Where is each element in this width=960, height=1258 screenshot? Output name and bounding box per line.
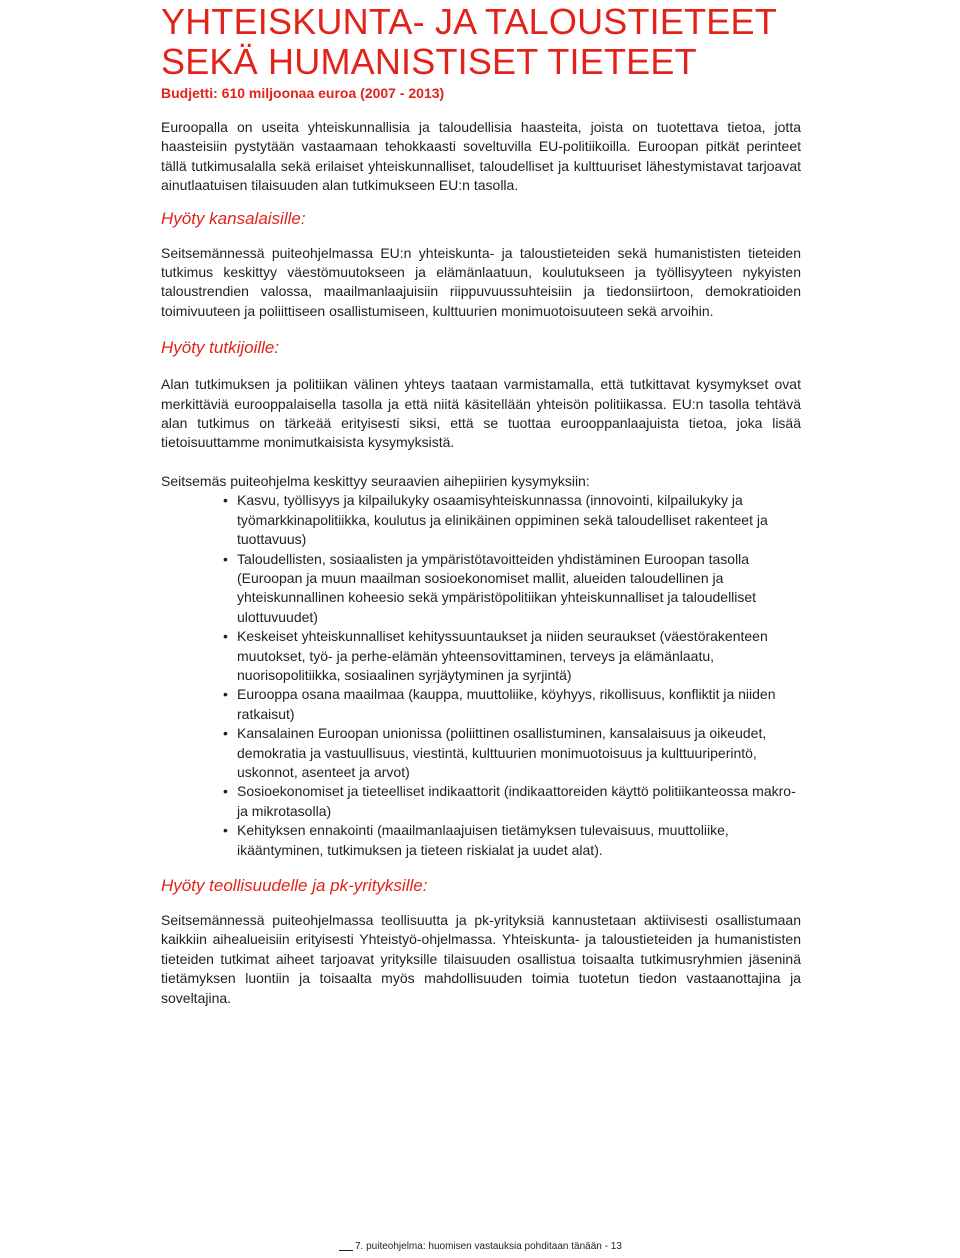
title-line-2: SEKÄ HUMANISTISET TIETEET bbox=[161, 41, 697, 82]
bullet-icon: • bbox=[223, 492, 228, 509]
list-item bbox=[161, 821, 801, 860]
page-title bbox=[161, 0, 801, 82]
document-page bbox=[161, 0, 801, 1008]
bullet-icon: • bbox=[223, 686, 228, 703]
bullet-icon: • bbox=[223, 550, 228, 567]
list-item-text: Keskeiset yhteiskunnalliset kehityssuuntaukset ja niiden seuraukset (väestörakenteen muutokset, työ- ja perhe-elämän yhteensovittaminen, terveys ja elämänlaatu, nuorisopolitiikka, sosiaalinen syrjäytyminen ja syrjintä) bbox=[237, 628, 768, 683]
list-item-text: Kehityksen ennakointi (maailmanlaajuisen tietämyksen tulevaisuus, muuttoliike, ikääntyminen, tutkimuksen ja tieteen riskialat ja uudet alat). bbox=[237, 822, 729, 858]
bullet-icon: • bbox=[223, 822, 228, 839]
footer-text: 7. puiteohjelma: huomisen vastauksia pohditaan tänään - 13 bbox=[355, 1241, 622, 1252]
bullet-icon: • bbox=[223, 725, 228, 742]
list-item bbox=[161, 724, 801, 782]
researchers-paragraph: Alan tutkimuksen ja politiikan välinen yhteys taataan varmistamalla, että tutkittavat kysymykset ovat merkittäviä eurooppalaisella tasolla ja että niitä käsitellään yhteisön politiikassa. EU:n tasolla tehtävä alan tutkimus on tärkeää erityisesti siksi, että se tuottaa eurooppanlaajuista tietoa, joka lisää tietoisuuttamme monimutkaisista kysymyksistä. bbox=[161, 376, 801, 451]
title-line-1: YHTEISKUNTA- JA TALOUSTIETEET bbox=[161, 1, 777, 42]
page-footer bbox=[339, 1241, 622, 1253]
list-item-text: Kasvu, työllisyys ja kilpailukyky osaamisyhteiskunnassa (innovointi, kilpailukyky ja työmarkkinapolitiikka, koulutus ja elinikäinen oppiminen sekä taloudelliset rakenteet ja tuottavuus) bbox=[237, 492, 768, 548]
list-item bbox=[161, 550, 801, 628]
list-item bbox=[161, 782, 801, 821]
industry-heading: Hyöty teollisuudelle ja pk-yrityksille: bbox=[161, 876, 428, 895]
budget-subtitle: Budjetti: 610 miljoonaa euroa (2007 - 2013) bbox=[161, 85, 445, 101]
industry-paragraph: Seitsemännessä puiteohjelmassa teollisuutta ja pk-yrityksiä kannustetaan aktiivisesti osallistumaan kaikkiin aihealueisiin erityisesti Yhteistyö-ohjelmassa. Yhteiskunta- ja taloustieteiden ja humanististen tieteiden tutkimat aiheet tarjoavat yrityksille tilaisuuden osallistua toisaalta tutkimusryhmien jäseninä tietämyksen luontiin ja toisaalta myös mahdollisuuden toimia tuotetun tiedon vastaanottajina ja soveltajina. bbox=[161, 912, 801, 1006]
citizens-heading: Hyöty kansalaisille: bbox=[161, 208, 306, 228]
bullet-icon: • bbox=[223, 628, 228, 645]
citizens-paragraph: Seitsemännessä puiteohjelmassa EU:n yhteiskunta- ja taloustieteiden sekä humanististen tieteiden tutkimus keskittyy väestömuutokseen ja elämänlaatuun, koulutukseen ja työllisyyteen nykyisten taloustrendien valossa, maailmanlaajuisiin riippuvuussuhteisiin ja tiedonsiirtoon, demokratioiden toimivuuteen ja poliittiseen osallistumiseen, kulttuurien monimuotoisuuteen sekä arvoihin. bbox=[161, 244, 801, 319]
topics-list bbox=[161, 491, 801, 860]
list-item bbox=[161, 627, 801, 685]
list-item bbox=[161, 491, 801, 549]
list-item bbox=[161, 685, 801, 724]
researchers-heading: Hyöty tutkijoille: bbox=[161, 338, 280, 358]
list-item-text: Kansalainen Euroopan unionissa (poliittinen osallistuminen, kansalaisuus ja oikeudet, demokratia ja vastuullisuus, viestintä, kulttuurien monimuotoisuus ja kulttuuriperintö, uskonnot, asenteet ja arvot) bbox=[237, 725, 767, 780]
topics-intro: Seitsemäs puiteohjelma keskittyy seuraavien aihepiirien kysymyksiin: bbox=[161, 472, 590, 489]
list-item-text: Sosioekonomiset ja tieteelliset indikaattorit (indikaattoreiden käyttö politiikanteossa makro- ja mikrotasolla) bbox=[237, 783, 796, 819]
intro-paragraph: Euroopalla on useita yhteiskunnallisia ja taloudellisia haasteita, joista on tuotettava tietoa, jotta haasteisiin pystytään vastaamaan tehokkaasti soveltuvilla EU-politiikoilla. Euroopan pitkät perinteet tällä tutkimusalalla sekä erilaiset yhteiskunnalliset, taloudelliset ja kulttuuriset lähestymistavat tarjoavat ainutlaatuisen tilaisuuden alan tutkimukseen EU:n tasolla. bbox=[161, 119, 801, 194]
list-item-text: Eurooppa osana maailmaa (kauppa, muuttoliike, köyhyys, rikollisuus, konfliktit ja niiden ratkaisut) bbox=[237, 686, 776, 722]
bullet-icon: • bbox=[223, 783, 228, 800]
list-item-text: Taloudellisten, sosiaalisten ja ympäristötavoitteiden yhdistäminen Euroopan tasolla (Euroopan ja muun maailman sosioekonomiset mallit, alueiden taloudellinen ja yhteiskunnallinen koheesio sekä ympäristöpolitiikan yhteiskunnalliset ja taloudelliset ulottuvuudet) bbox=[237, 550, 757, 625]
